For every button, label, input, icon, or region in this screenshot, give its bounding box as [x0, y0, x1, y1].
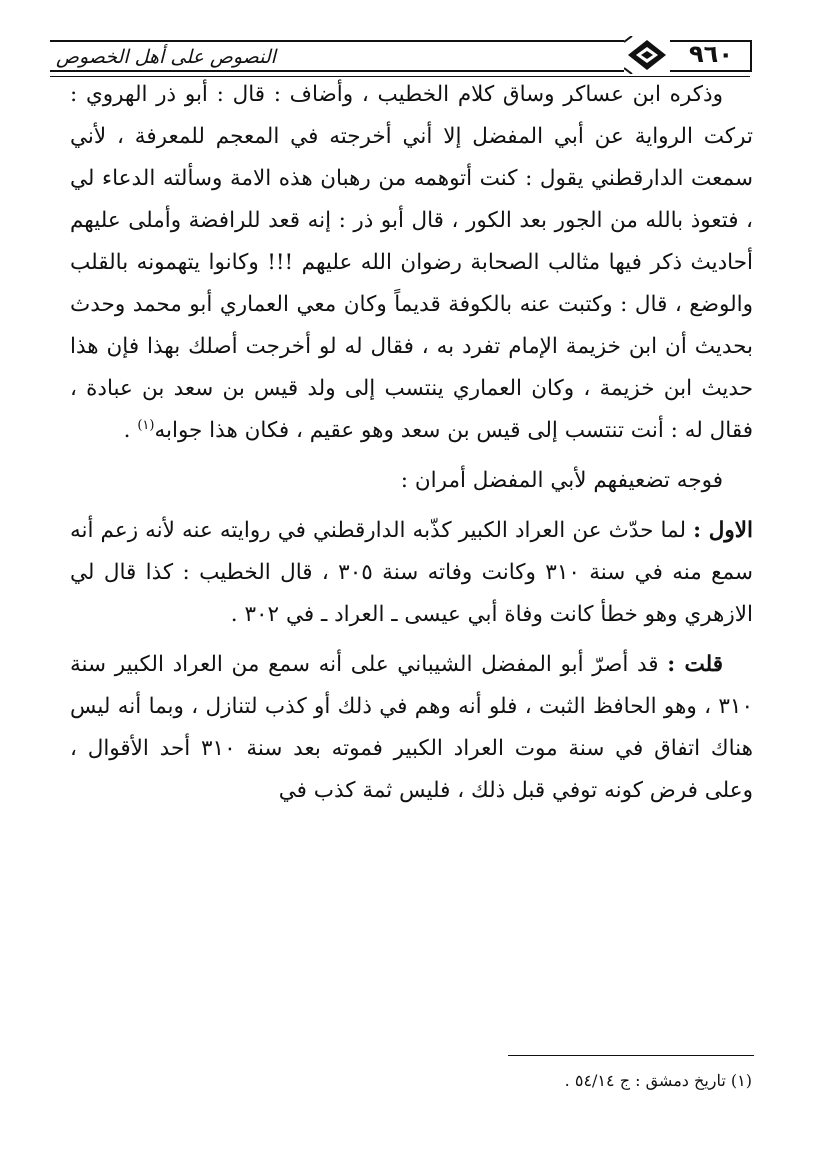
paragraph [70, 460, 753, 502]
paragraph [70, 74, 753, 452]
running-header [50, 32, 750, 78]
paragraph [70, 510, 753, 636]
footnote: (١) تاريخ دمشق : ج ٥٤/١٤ . [564, 1071, 752, 1090]
paragraph-end: . [123, 418, 138, 443]
page-number: ٩٦٠ [689, 40, 733, 68]
footnote-reference[interactable]: (١) [137, 417, 155, 433]
paragraph-text: لما حدّث عن العراد الكبير كذّبه الدارقطني في روايته عنه لأنه زعم أنه سمع منه في سنة ٣١٠ وكانت وفاته سنة ٣٠٥ ، قال الخطيب : كذا قال لي الازهري وهو خطأ كانت وفاة أبي عيسى ـ العراد ـ في ٣٠٢ . [70, 518, 753, 627]
paragraph [70, 644, 753, 812]
book-title: النصوص على أهل الخصوص [56, 46, 276, 68]
main-text [70, 74, 753, 818]
paragraph-lead: قلت : [667, 652, 723, 677]
paragraph-text: وذكره ابن عساكر وساق كلام الخطيب ، وأضاف : قال : أبو ذر الهروي : تركت الرواية عن أبي المفضل إلا أني أخرجته في المعجم للمعرفة ، لأني سمعت الدارقطني يقول : كنت أتوهمه من رهبان هذه الامة وسألته الدعاء لي ، فتعوذ بالله من الجور بعد الكور ، قال أبو ذر : إنه قعد للرافضة وأملى عليهم أحاديث ذكر فيها مثالب الصحابة رضوان الله عليهم !!! وكانوا يتهمونه بالقلب والوضع ، قال : وكتبت عنه بالكوفة قديماً وكان معي العماري أبو محمد وحدث بحديث أن ابن خزيمة الإمام تفرد به ، فقال له لو أخرجت أصلك بهذا فإن هذا حديث ابن خزيمة ، وكان العماري ينتسب إلى ولد قيس بن سعد بن عبادة ، فقال له : أنت تنتسب إلى قيس بن سعد وهو عقيم ، فكان هذا جوابه [70, 82, 753, 443]
paragraph-lead: الاول : [693, 518, 753, 543]
footnote-rule [508, 1055, 754, 1056]
diamond-ornament-icon [624, 36, 670, 74]
paragraph-text: قد أصرّ أبو المفضل الشيباني على أنه سمع من العراد الكبير سنة ٣١٠ ، وهو الحافظ الثبت ، فلو أنه وهم في ذلك أو كذب لتنازل ، وبما أنه ليس هناك اتفاق في سنة موت العراد الكبير فموته بعد سنة ٣١٠ أحد الأقوال ، وعلى فرض كونه توفي قبل ذلك ، فليس ثمة كذب في [70, 652, 753, 803]
paragraph-text: فوجه تضعيفهم لأبي المفضل أمران : [400, 468, 723, 493]
